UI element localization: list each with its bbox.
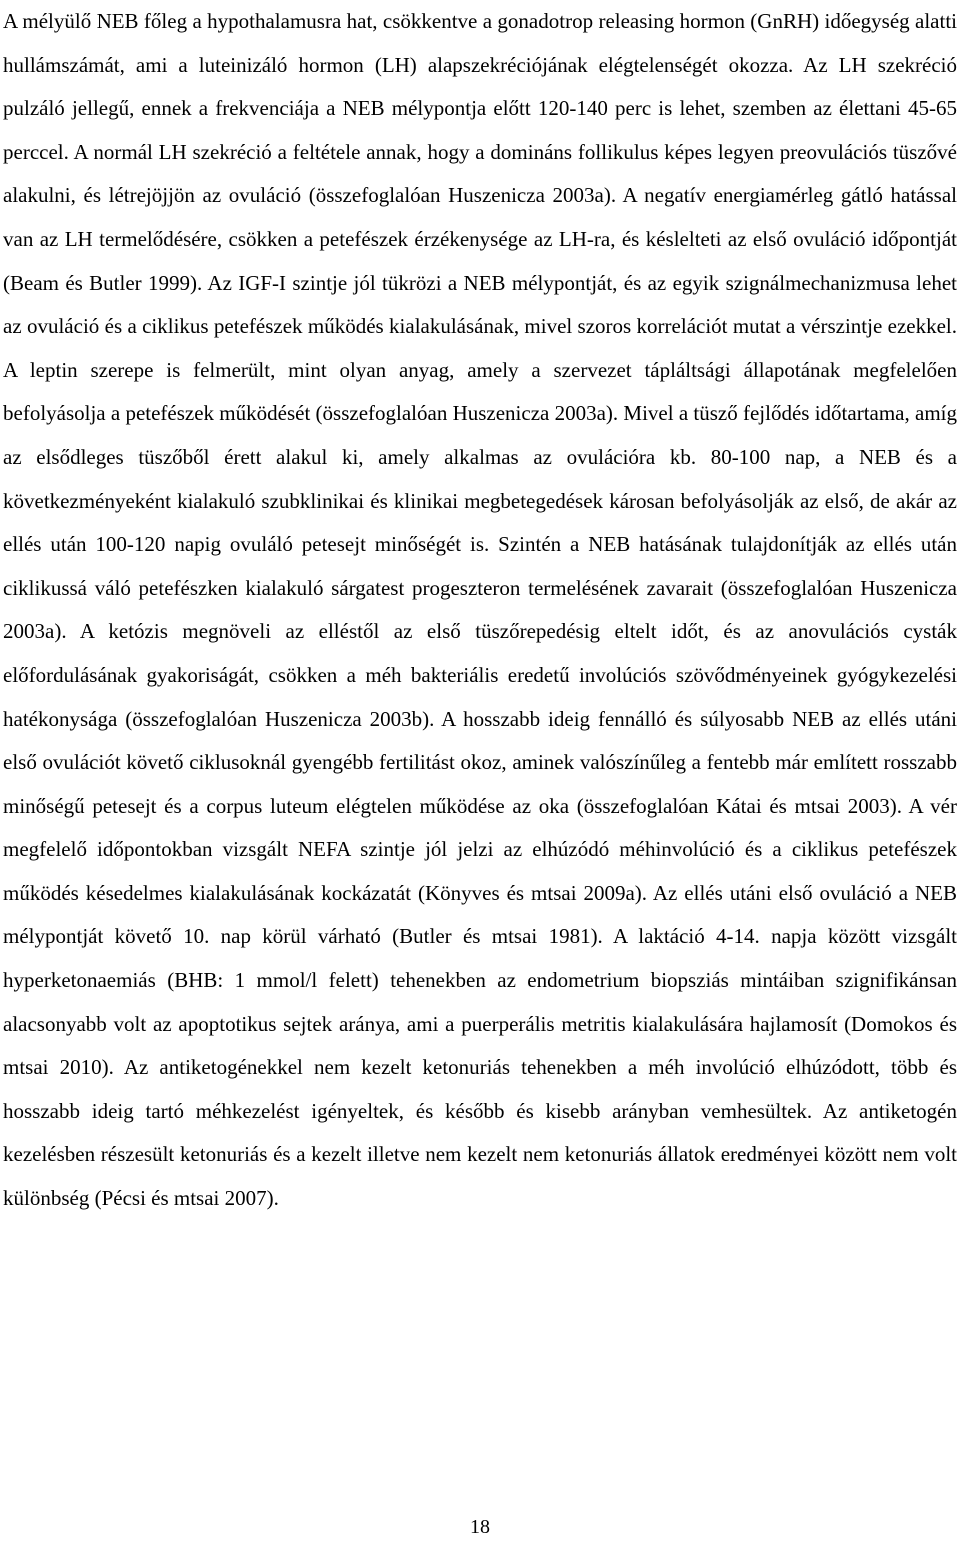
body-paragraph: A mélyülő NEB főleg a hypothalamusra hat, csökkentve a gonadotrop releasing hormon (GnRH) időegység alatti hullámszámát, ami a luteinizáló hormon (LH) alapszekréciójának elégtelenségét okozza. Az LH szekréció pulzáló jellegű, ennek a frekvenciája a NEB mélypontja előtt 120-140 perc is lehet, szemben az élettani 45-65 perccel. A normál LH szekréció a feltétele annak, hogy a domináns follikulus képes legyen preovulációs tüszővé alakulni, és létrejöjjön az ovuláció (összefoglalóan Huszenicza 2003a). A negatív energiamérleg gátló hatással van az LH termelődésére, csökken a petefészek érzékenysége az LH-ra, és késlelteti az első ovuláció időpontját (Beam és Butler 1999). Az IGF-I szintje jól tükrözi a NEB mélypontját, és az egyik szignálmechanizmusa lehet az ovuláció és a ciklikus petefészek működés kialakulásának, mivel szoros korrelációt mutat a vérszintje ezekkel. A leptin szerepe is felmerült, mint olyan anyag, amely a szervezet tápláltsági állapotának megfelelően befolyásolja a petefészek működését (összefoglalóan Huszenicza 2003a). Mivel a tüsző fejlődés időtartama, amíg az elsődleges tüszőből érett alakul ki, amely alkalmas az ovulációra kb. 80-100 nap, a NEB és a következményeként kialakuló szubklinikai és klinikai megbetegedések károsan befolyásolják az első, de akár az ellés után 100-120 napig ovuláló petesejt minőségét is. Szintén a NEB hatásának tulajdonítják az ellés után ciklikussá váló petefészken kialakuló sárgatest progeszteron termelésének zavarait (összefoglalóan Huszenicza 2003a). A ketózis megnöveli az elléstől az első tüszőrepedésig eltelt időt, és az anovulációs cysták előfordulásának gyakoriságát, csökken a méh bakteriális eredetű involúciós szövődményeinek gyógykezelési hatékonysága (összefoglalóan Huszenicza 2003b). A hosszabb ideig fennálló és súlyosabb NEB az ellés utáni első ovulációt követő ciklusoknál gyengébb fertilitást okoz, aminek valószínűleg a fentebb már említett rosszabb minőségű petesejt és a corpus luteum elégtelen működése az oka (összefoglalóan Kátai és mtsai 2003). A vér megfelelő időpontokban vizsgált NEFA szintje jól jelzi az elhúzódó méhinvolúció és a ciklikus petefészek működés késedelmes kialakulásának kockázatát (Könyves és mtsai 2009a). Az ellés utáni első ovuláció a NEB mélypontját követő 10. nap körül várható (Butler és mtsai 1981). A laktáció 4-14. napja között vizsgált hyperketonaemiás (BHB: 1 mmol/l felett) tehenekben az endometrium biopsziás mintáiban szignifikánsan alacsonyabb volt az apoptotikus sejtek aránya, ami a puerperális metritis kialakulására hajlamosít (Domokos és mtsai 2010). Az antiketogénekkel nem kezelt ketonuriás tehenekben a méh involúció elhúzódott, több és hosszabb ideig tartó méhkezelést igényeltek, és később és kisebb arányban vemhesültek. Az antiketogén kezelésben részesült ketonuriás és a kezelt illetve nem kezelt nem ketonuriás állatok eredményei között nem volt különbség (Pécsi és mtsai 2007).: [3, 9, 957, 1211]
page-number: 18: [470, 1516, 490, 1538]
